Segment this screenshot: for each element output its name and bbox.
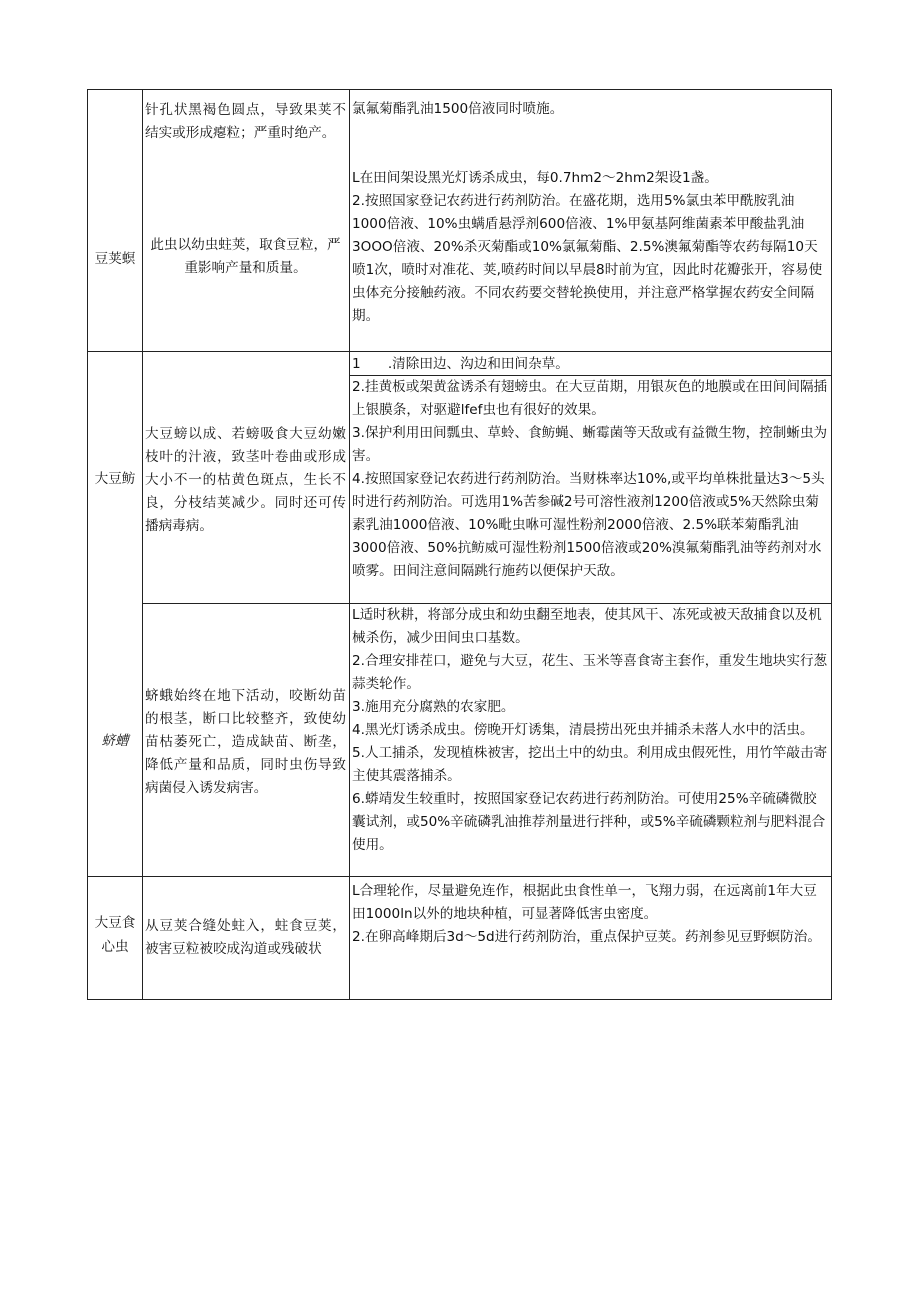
table-border-bottom	[87, 999, 832, 1000]
column-divider-2	[349, 89, 350, 1000]
control-line: L在田间架设黑光灯诱杀成虫，每0.7hm2～2hm2架设1盏。	[352, 170, 718, 186]
control-line: 6.蟒靖发生较重时，按照国家登记农药进行药剂防治。可使用25%辛硫磷微胶囊试剂，或50%辛硫磷乳油推荐剂量进行拌种，或5%辛硫磷颗粒剂与肥料混合使用。	[352, 791, 826, 853]
pest-name-cell: 大豆鲂	[94, 471, 136, 487]
symptom-cell: 此虫以幼虫蛀荚，取食豆粒，严重影响产量和质量。	[150, 237, 341, 276]
table-border-top	[87, 89, 832, 90]
control-line: L合理轮作，尽量避免连作，根据此虫食性单一，飞翔力弱，在远离前1年大豆田1000ln以外的地块种植，可显著降低害虫密度。	[352, 883, 817, 922]
control-line: 2.挂黄板或架黄盆诱杀有翅螃虫。在大豆苗期，用银灰色的地膜或在田间间隔插上银膜条，对驱避lfef虫也有很好的效果。	[352, 379, 828, 418]
control-cell	[352, 167, 828, 350]
control-line: 3.施用充分腐熟的农家肥。	[352, 699, 515, 715]
control-cell	[352, 98, 828, 121]
symptom-cell: 大豆螃以成、若螃吸食大豆幼嫩枝叶的汁液，致茎叶卷曲或形成大小不一的枯黄色斑点，生长不良，分枝结荚减少。同时还可传播病毒病。	[145, 426, 346, 534]
control-line: 1 .清除田边、沟边和田间杂草。	[352, 356, 569, 372]
control-line: 2.在卵高峰期后3d～5d进行药剂防治，重点保护豆荚。药剂参见豆野螟防治。	[352, 929, 821, 945]
control-cell	[352, 604, 828, 875]
control-line: 5.人工捕杀，发现植株被害，挖出土中的幼虫。利用成虫假死性，用竹竿敲击寄主使其震落捕杀。	[352, 745, 828, 784]
control-line: 4.黑光灯诱杀成虫。傍晚开灯诱集，清晨捞出死虫并捕杀未落人水中的活虫。	[352, 722, 814, 738]
table-border-left	[87, 89, 88, 1000]
pest-name-cell: 豆荚螟	[94, 251, 136, 267]
table-border-right	[831, 89, 832, 1000]
control-cell	[352, 880, 828, 998]
symptom-cell: 针孔状黑褐色圆点，导致果荚不结实或形成瘪粒；严重时绝产。	[145, 102, 346, 141]
control-line: L适时秋耕，将部分成虫和幼虫翻至地表，使其风干、冻死或被天敌捕食以及机械杀伤，减少田间虫口基数。	[352, 607, 822, 646]
pest-name-cell: 蛴螬	[101, 733, 129, 749]
control-line: 3.保护利用田间瓢虫、草蛉、食鲂蝇、蜥霉菌等天敌或有益微生物，控制蜥虫为害。	[352, 425, 828, 464]
control-cell	[352, 353, 828, 601]
pest-name-cell: 大豆食心虫	[94, 915, 136, 955]
symptom-cell: 蛴蛾始终在地下活动，咬断幼苗的根茎，断口比较整齐，致使幼苗枯萎死亡，造成缺苗、断垄，降低产量和品质，同时虫伤导致病菌侵入诱发病害。	[145, 688, 346, 796]
row-divider	[87, 351, 832, 352]
row-divider	[87, 876, 832, 877]
symptom-cell: 从豆荚合缝处蛀入，蛀食豆荚，被害豆粒被咬成沟道或残破状	[145, 918, 346, 957]
control-line: 4.按照国家登记农药进行药剂防治。当财株率达10%,或平均单株批量达3～5头时进行药剂防治。可选用1%苦参碱2号可溶性液剂1200倍液或5%天然除虫菊素乳油1000倍液、10%毗虫咻可湿性粉剂2000倍液、2.5%联苯菊酯乳油3000倍液、50%抗鲂威可湿性粉剂1500倍液或20%溴氟菊酯乳油等药剂对水喷雾。田间注意间隔跳行施药以便保护天敌。	[352, 471, 825, 579]
control-line: 2.按照国家登记农药进行药剂防治。在盛花期，选用5%氯虫苯甲酰胺乳油1000倍液、10%虫螨盾悬浮剂600倍液、1%甲氨基阿维菌素苯甲酸盐乳油3OOO倍液、20%杀灭菊酯或10%氯氟菊酯、2.5%澳氟菊酯等农药每隔10天喷1次，喷时对准花、荚,喷药时间以早晨8时前为宜，因此时花瓣张开，容易使虫体充分接触药液。不同农药要交替轮换使用，并注意严格掌握农药安全间隔期。	[352, 193, 823, 324]
column-divider-1	[142, 89, 143, 1000]
pest-control-table	[87, 89, 832, 1000]
control-line: 2.合理安排茬口，避免与大豆，花生、玉米等喜食寄主套作，重发生地块实行葱蒜类轮作。	[352, 653, 828, 692]
control-line: 氯氟菊酯乳油1500倍液同时喷施。	[352, 101, 564, 117]
